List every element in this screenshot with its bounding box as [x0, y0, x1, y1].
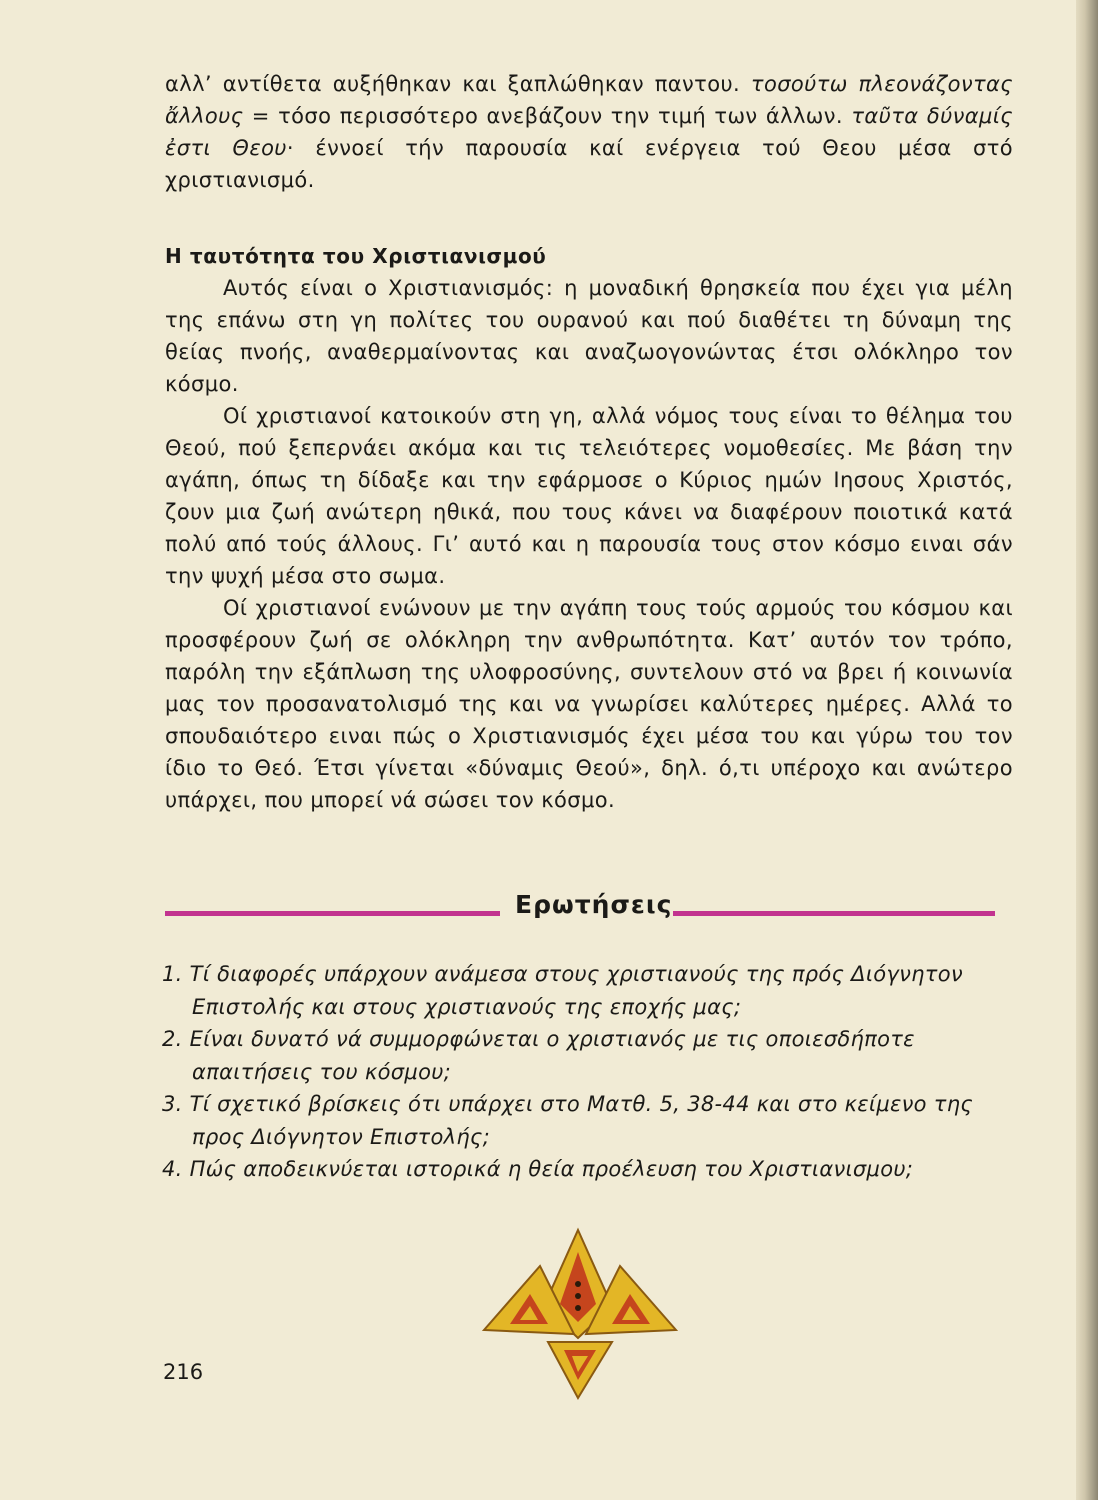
intro-paragraph: [165, 68, 1013, 196]
intro-text-2: = τόσο περισσότερο ανεβάζουν την τιμή των άλλων.: [243, 104, 852, 128]
questions-rule-right: [673, 911, 995, 916]
page-edge: [1076, 0, 1098, 1500]
paragraph-2: Οί χριστιανοί κατοικούν στη γη, αλλά νόμος τους είναι το θέλημα του Θεού, πού ξεπερνάει ακόμα και τις τελειότερες νομοθεσίες. Με βάση την αγάπη, όπως τη δίδαξε και την εφάρμοσε ο Κύριος ημών Ιησους Χριστός, ζουν μια ζωή ανώτερη ηθικά, που τους κάνει να διαφέρουν ποιοτικά κατά πολύ από τούς άλλους. Γι’ αυτό και η παρουσία τους στον κόσμο ειναι σάν την ψυχή μέσα στο σωμα.: [165, 404, 1013, 588]
paragraph-3: Οί χριστιανοί ενώνουν με την αγάπη τους τούς αρμούς του κόσμου και προσφέρουν ζωή σε ολόκληρη την ανθρωπότητα. Κατ’ αυτόν τον τρόπο, παρόλη την εξάπλωση της υλοφροσύνης, συντελουν στό να βρει ή κοινωνία μας τον προσανατολισμό της και να γνωρίσει καλύτερες ημέρες. Αλλά το σπουδαιότερο ειναι πώς ο Χριστιανισμός έχει μέσα του και γύρω του τον ίδιο το Θεό. Έτσι γίνεται «δύναμις Θεού», δηλ. ό,τι υπέροχο και ανώτερο υπάρχει, που μπορεί νά σώσει τον κόσμο.: [165, 596, 1013, 812]
intro-quote-1: τοσούτω πλεονάζοντας ἄλλους: [165, 72, 1014, 128]
questions-header: [165, 886, 995, 930]
question-4: 4. Πώς αποδεικνύεται ιστορικά η θεία προέλευση του Χριστιανισμου;: [162, 1157, 914, 1181]
main-text: [165, 68, 1013, 816]
questions-list: [162, 958, 1008, 1186]
questions-title: Ερωτήσεις: [515, 890, 673, 919]
decorative-ornament-icon: [478, 1222, 682, 1402]
intro-text-1: αλλ’ αντίθετα αυξήθηκαν και ξαπλώθηκαν παντου.: [165, 72, 751, 96]
questions-rule-left: [165, 911, 500, 916]
intro-text-3: · έννοεί τήν παρουσία καί ενέργεια τού Θεου μέσα στό χριστιανισμό.: [165, 136, 1013, 192]
section-heading: Η ταυτότητα του Χριστιανισμού: [165, 244, 547, 268]
paragraph-1: Αυτός είναι ο Χριστιανισμός: η μοναδική θρησκεία που έχει για μέλη της επάνω στη γη πολίτες του ουρανού και πού διαθέτει τη δύναμη της θείας πνοής, αναθερμαίνοντας και αναζωογονώντας έτσι ολόκληρο τον κόσμο.: [165, 276, 1013, 396]
question-1: 1. Τί διαφορές υπάρχουν ανάμεσα στους χριστιανούς της πρός Διόγνητον Επιστολής και στους χριστιανούς της εποχής μας;: [162, 962, 963, 1019]
page-number: 216: [163, 1360, 204, 1384]
question-2: 2. Είναι δυνατό νά συμμορφώνεται ο χριστιανός με τις οποιεσδήποτε απαιτήσεις του κόσμου;: [162, 1027, 915, 1084]
intro-quote-2: ταῦτα δύναμίς ἐστι Θεου: [165, 104, 1013, 160]
question-3: 3. Τί σχετικό βρίσκεις ότι υπάρχει στο Ματθ. 5, 38-44 και στο κείμενο της προς Διόγνητον Επιστολής;: [162, 1092, 973, 1149]
